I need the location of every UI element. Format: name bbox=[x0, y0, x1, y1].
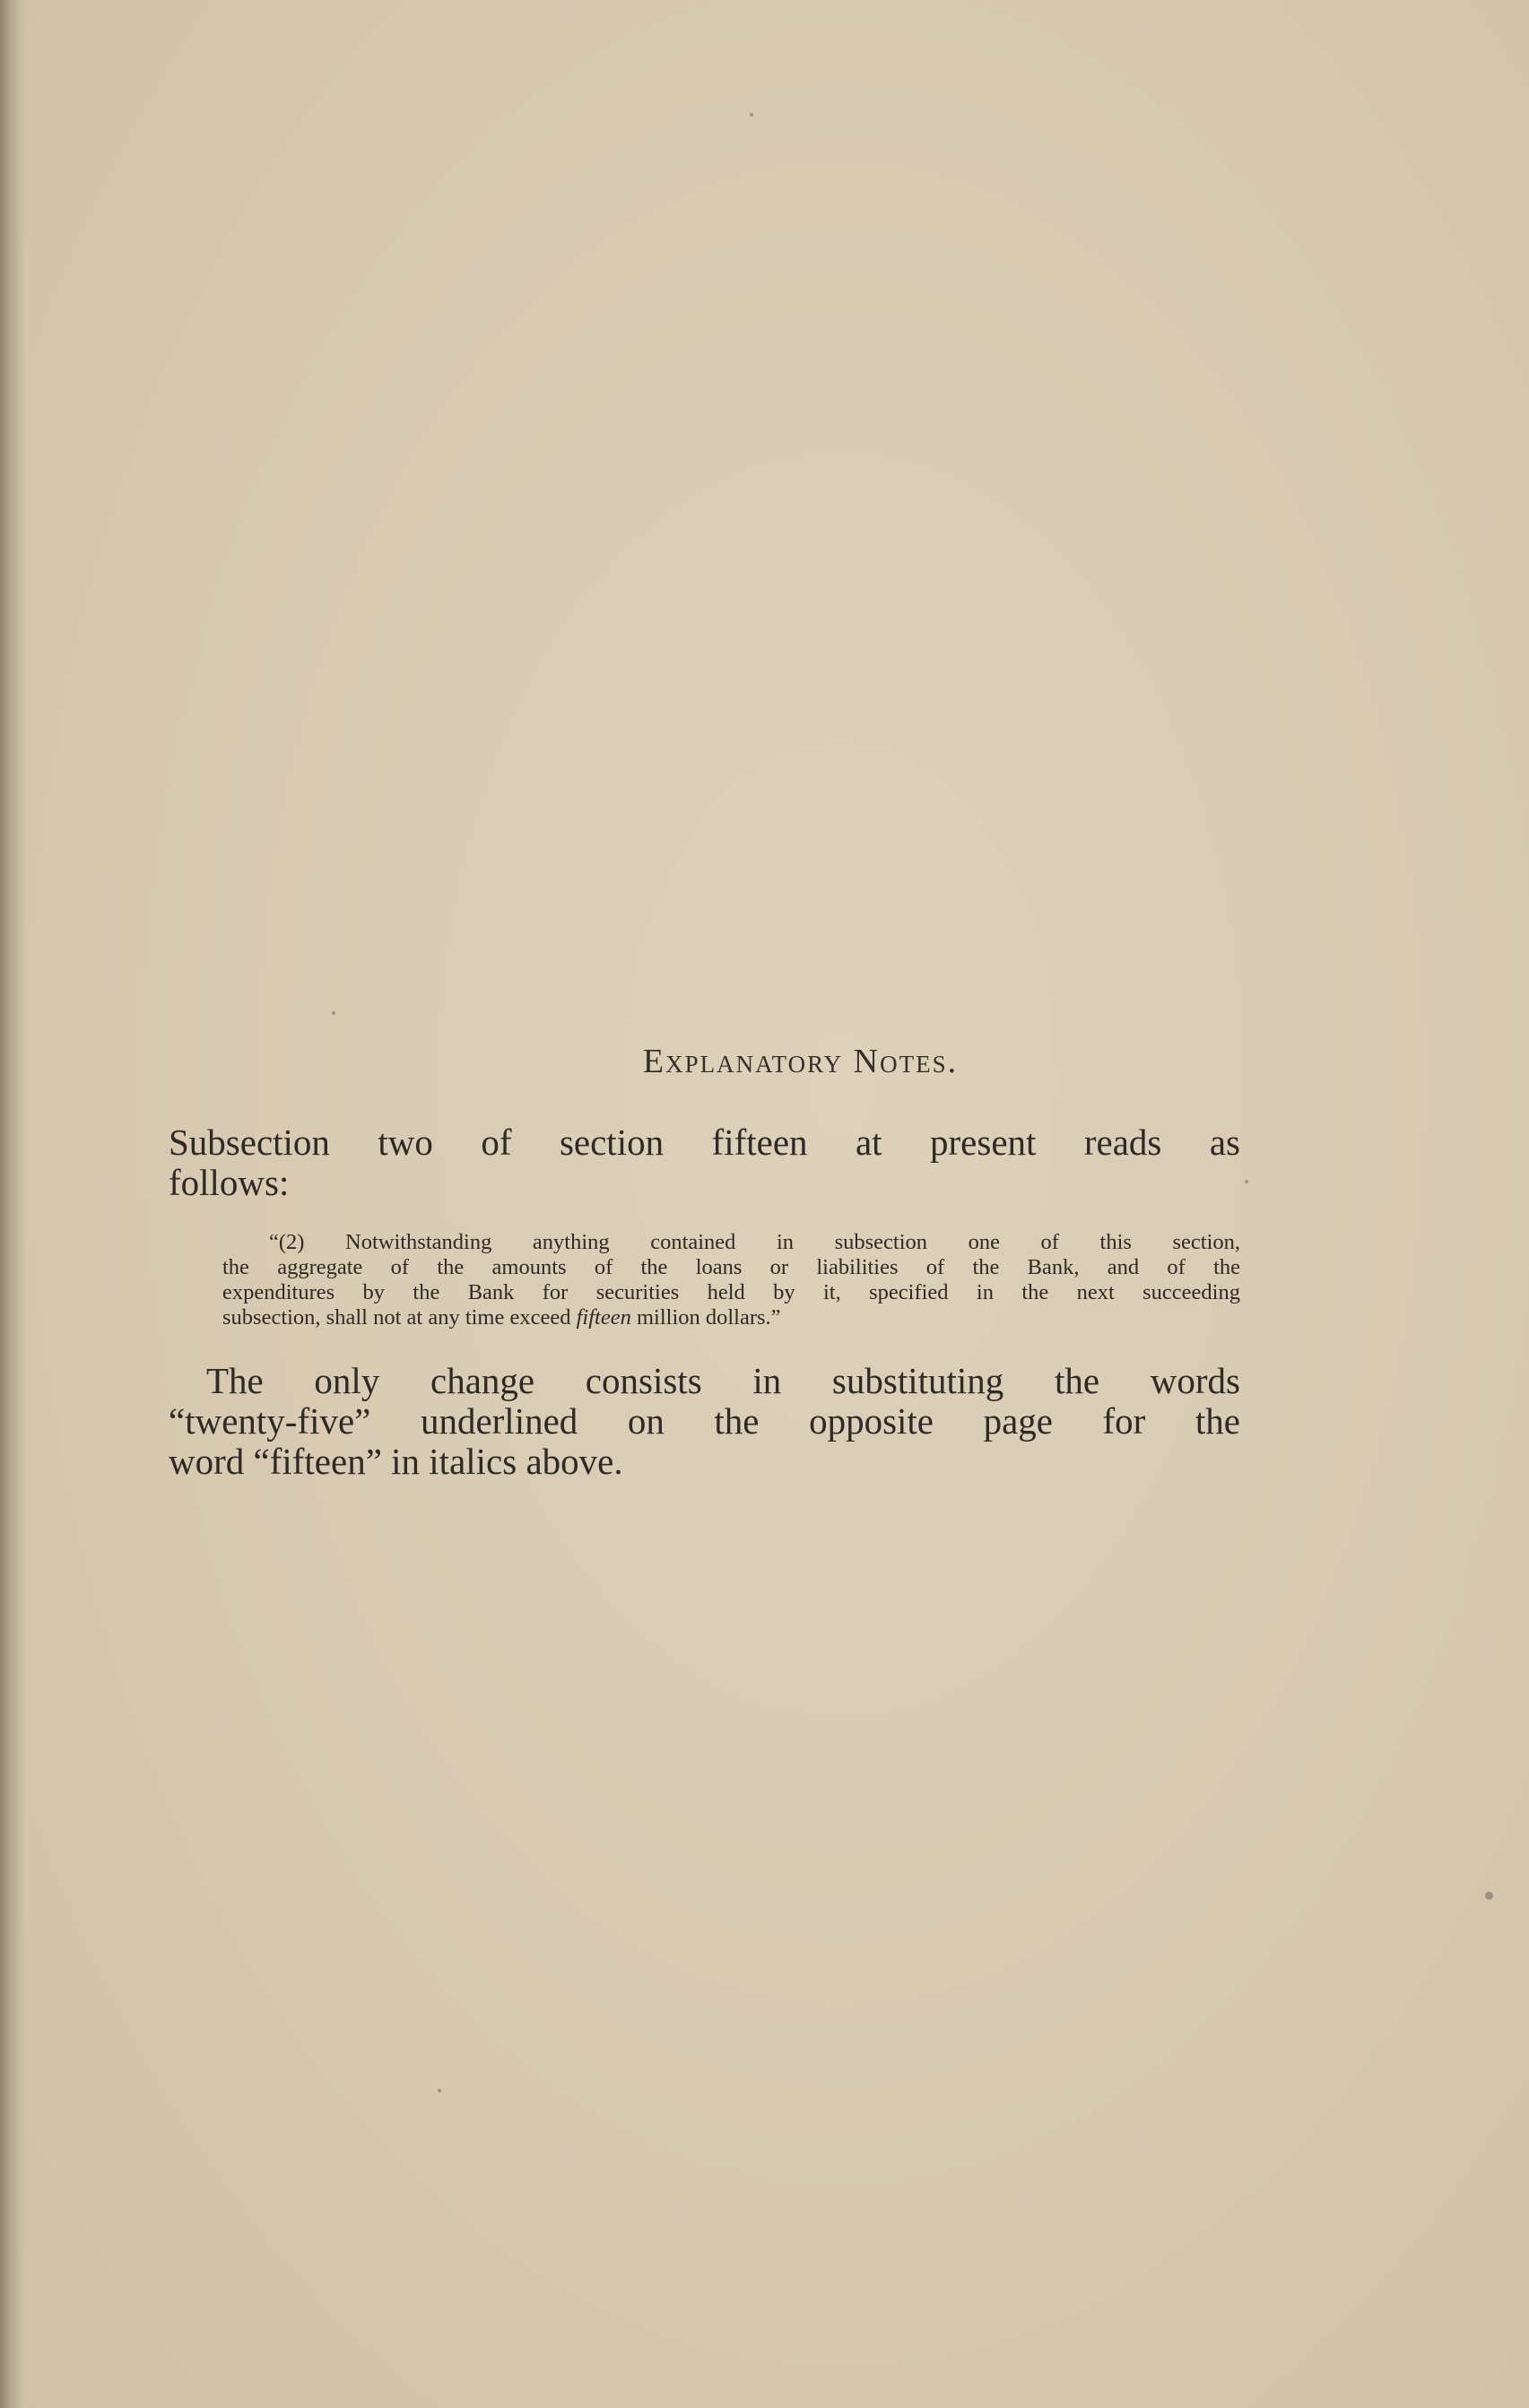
quote-line: the aggregate of the amounts of the loans or liabilities of the Bank, and of the bbox=[222, 1255, 1240, 1279]
paper-speck bbox=[750, 113, 753, 117]
paper-speck bbox=[1245, 1180, 1248, 1183]
change-paragraph bbox=[169, 1361, 1240, 1482]
section-heading: Explanatory Notes. bbox=[642, 1043, 959, 1080]
italic-word: fifteen bbox=[576, 1305, 631, 1330]
change-line: word “fifteen” in italics above. bbox=[169, 1441, 623, 1482]
change-line: The only change consists in substituting the words bbox=[206, 1360, 1240, 1401]
intro-paragraph bbox=[169, 1122, 1240, 1203]
book-spine-edge bbox=[0, 0, 25, 2408]
quoted-subsection bbox=[222, 1230, 1240, 1330]
paper-speck bbox=[1485, 1892, 1493, 1900]
quote-text: million dollars.” bbox=[630, 1305, 781, 1330]
paper-speck bbox=[332, 1011, 335, 1015]
intro-line: follows: bbox=[169, 1162, 290, 1203]
intro-line: Subsection two of section fifteen at present reads as bbox=[169, 1122, 1240, 1163]
quote-line: “(2) Notwithstanding anything contained in subsection one of this section, bbox=[269, 1230, 1240, 1254]
quote-text: subsection, shall not at any time exceed bbox=[222, 1305, 577, 1330]
change-line: “twenty-five” underlined on the opposite page for the bbox=[169, 1400, 1240, 1442]
paper-speck bbox=[438, 2089, 441, 2092]
quote-line bbox=[222, 1305, 1240, 1330]
quote-line: expenditures by the Bank for securities held by it, specified in the next succeeding bbox=[222, 1280, 1240, 1304]
